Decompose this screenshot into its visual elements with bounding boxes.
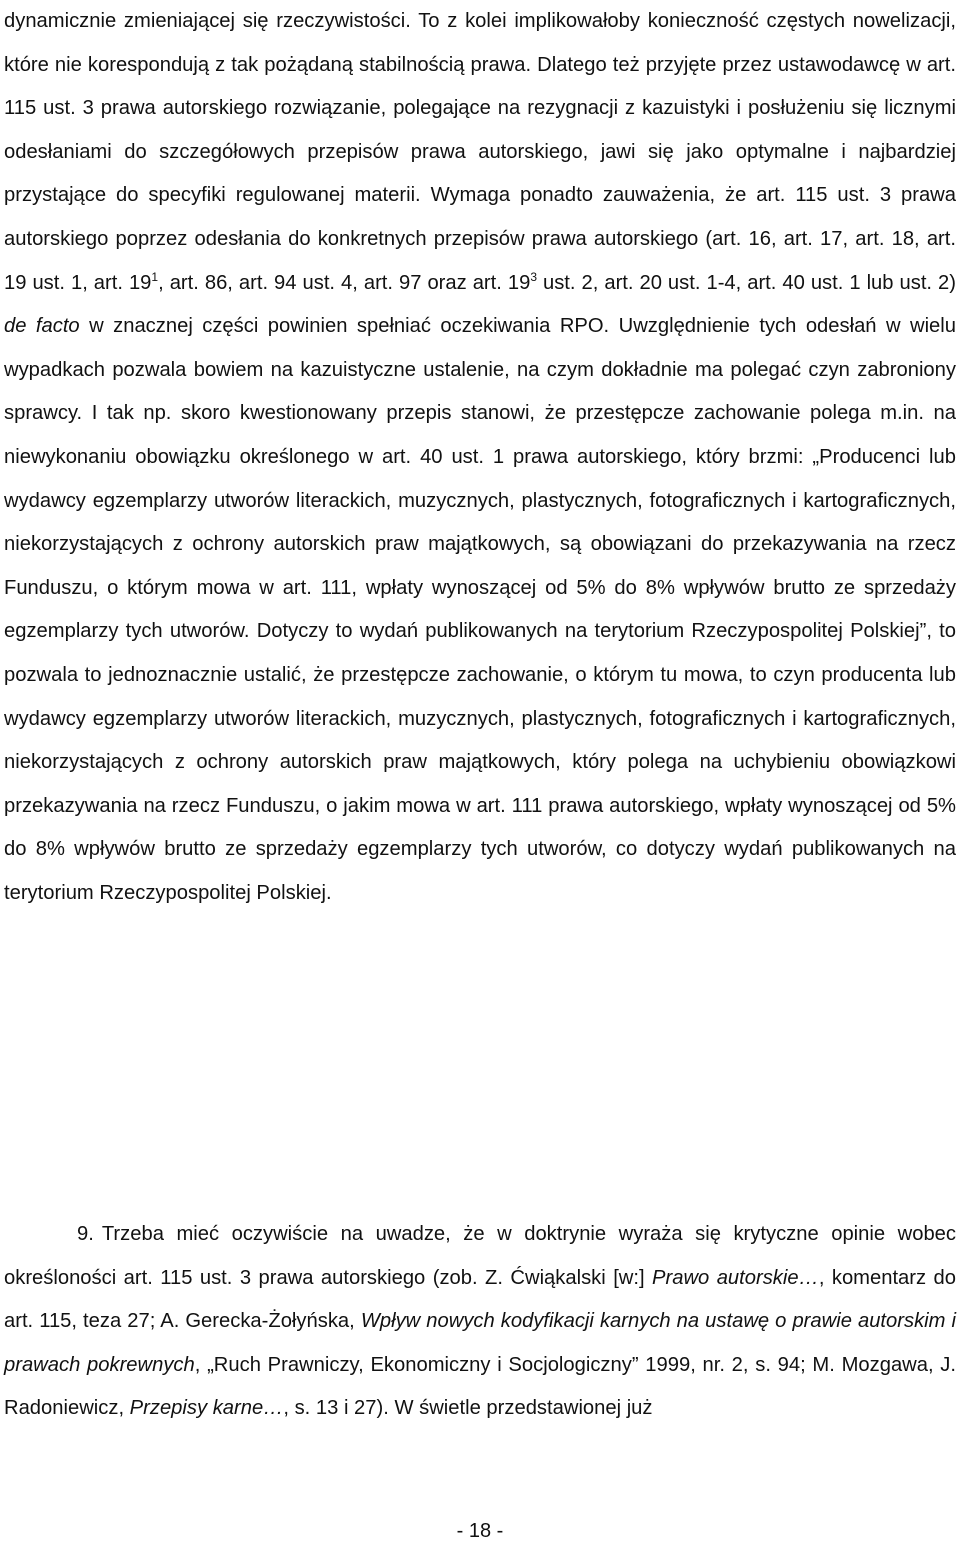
- paragraph-numbered: [4, 1213, 956, 1431]
- paragraph-text: , komentarz do art. 115, teza 27; A. Gerecka-Żołyńska,: [4, 1266, 956, 1333]
- paragraph-text: dynamicznie zmieniającej się rzeczywistości. To z kolei implikowałoby konieczność częstych nowelizacji, które nie korespondują z tak pożądaną stabilnością prawa. Dlatego też przyjęte przez ustawodawcę w art. 115 ust. 3 prawa autorskiego rozwiązanie, polegające na rezygnacji z kazuistyki i posłużeniu się licznymi odesłaniami do szczegółowych przepisów prawa autorskiego, jawi się jako optymalne i najbardziej przystające do specyfiki regulowanej materii. Wymaga ponadto zauważenia, że art. 115 ust. 3 prawa autorskiego poprzez odesłania do konkretnych przepisów prawa autorskiego (art. 16, art. 17, art. 18, art. 19 ust. 1, art. 19: [4, 10, 956, 294]
- italic-text: Wpływ nowych kodyfikacji karnych na ustawę o prawie autorskim i prawach pokrewnych: [4, 1310, 956, 1376]
- paragraph-text: , art. 86, art. 94 ust. 4, art. 97 oraz art. 19: [158, 271, 531, 294]
- italic-text: de facto: [4, 315, 80, 338]
- paragraph-number: 9.: [77, 1223, 94, 1245]
- superscript: 1: [151, 269, 159, 284]
- paragraph-text: , „Ruch Prawniczy, Ekonomiczny i Socjologiczny” 1999, nr. 2, s. 94; M. Mozgawa, J. Radoniewicz,: [4, 1353, 956, 1420]
- paragraph-text: , s. 13 i 27). W świetle przedstawionej już: [283, 1397, 653, 1420]
- italic-text: Prawo autorskie…: [652, 1266, 819, 1289]
- paragraph-text: ust. 2, art. 20 ust. 1-4, art. 40 ust. 1 lub ust. 2): [537, 271, 956, 294]
- page-number: - 18 -: [456, 1520, 504, 1542]
- paragraph-text: w znacznej części powinien spełniać oczekiwania RPO. Uwzględnienie tych odesłań w wielu wypadkach pozwala bowiem na kazuistyczne ustalenie, na czym dokładnie ma polegać czyn zabroniony sprawcy. I tak np. skoro kwestionowany przepis stanowi, że przestępcze zachowanie polega m.in. na niewykonaniu obowiązku określonego w art. 40 ust. 1 prawa autorskiego, który brzmi: „Producenci lub wydawcy egzemplarzy utworów literackich, muzycznych, plastycznych, fotograficznych i kartograficznych, niekorzystających z ochrony autorskich praw majątkowych, są obowiązani do przekazywania na rzecz Funduszu, o którym mowa w art. 111, wpłaty wynoszącej od 5% do 8% wpływów brutto ze sprzedaży egzemplarzy tych utworów. Dotyczy to wydań publikowanych na terytorium Rzeczypospolitej Polskiej”, to pozwala to jednoznacznie ustalić, że przestępcze zachowanie, o którym tu mowa, to czyn producenta lub wydawcy egzemplarzy utworów literackich, muzycznych, plastycznych, fotograficznych i kartograficznych, niekorzystających z ochrony autorskich praw majątkowych, który polega na uchybieniu obowiązkowi przekazywania na rzecz Funduszu, o jakim mowa w art. 111 prawa autorskiego, wpłaty wynoszącej od 5% do 8% wpływów brutto ze sprzedaży egzemplarzy tych utworów, co dotyczy wydań publikowanych na terytorium Rzeczypospolitej Polskiej.: [4, 315, 956, 904]
- superscript: 3: [530, 269, 537, 284]
- italic-text: Przepisy karne…: [129, 1397, 284, 1420]
- paragraph-text: Trzeba mieć oczywiście na uwadze, że w doktrynie wyraża się krytyczne opinie wobec określoności art. 115 ust. 3 prawa autorskiego (zob. Z. Ćwiąkalski [w:]: [4, 1223, 956, 1289]
- paragraph: [4, 0, 956, 915]
